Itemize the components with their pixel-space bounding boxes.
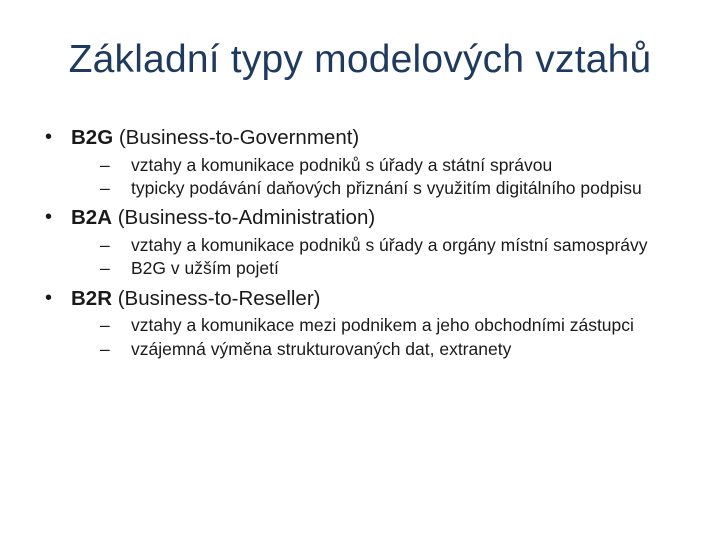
bullet-list xyxy=(40,125,680,363)
sub-bullet-item xyxy=(71,340,671,358)
bullet-icon: • xyxy=(45,286,53,309)
sub-bullet-item xyxy=(71,156,671,174)
sub-bullet-item xyxy=(71,316,671,334)
bullet-key: B2A xyxy=(71,206,113,230)
sub-bullet-text: typicky podávání daňových přiznání s využitím digitálního podpisu xyxy=(131,178,642,198)
bullet-key: B2R xyxy=(71,286,113,310)
dash-icon: – xyxy=(100,235,110,255)
sub-bullet-item xyxy=(71,236,671,254)
sub-bullet-list xyxy=(71,316,680,358)
bullet-key: B2G xyxy=(71,126,114,149)
sub-bullet-text: vzájemná výměna strukturovaných dat, extranety xyxy=(131,338,512,359)
bullet-text: (Business-to-Government) xyxy=(113,126,360,149)
dash-icon: – xyxy=(100,154,110,175)
dash-icon: – xyxy=(100,178,110,198)
bullet-text: (Business-to-Reseller) xyxy=(112,286,321,310)
sub-bullet-text: vztahy a komunikace mezi podnikem a jeho obchodními zástupci xyxy=(131,315,634,336)
bullet-item-b2a xyxy=(40,205,680,277)
dash-icon: – xyxy=(100,315,110,336)
sub-bullet-text: vztahy a komunikace podniků s úřady a orgány místní samosprávy xyxy=(131,235,648,255)
sub-bullet-item xyxy=(71,259,671,277)
bullet-icon: • xyxy=(45,206,53,229)
sub-bullet-item xyxy=(71,179,671,197)
sub-bullet-text: vztahy a komunikace podniků s úřady a státní správou xyxy=(131,154,553,175)
sub-bullet-list xyxy=(71,156,680,198)
dash-icon: – xyxy=(100,258,110,279)
bullet-item-b2g xyxy=(40,125,680,197)
bullet-icon: • xyxy=(45,126,53,148)
bullet-text: (Business-to-Administration) xyxy=(112,206,376,230)
bullet-item-b2r xyxy=(40,286,680,358)
sub-bullet-text: B2G v užším pojetí xyxy=(131,258,279,279)
sub-bullet-list xyxy=(71,236,680,278)
slide-title: Základní typy modelových vztahů xyxy=(68,38,652,81)
dash-icon: – xyxy=(100,338,110,359)
